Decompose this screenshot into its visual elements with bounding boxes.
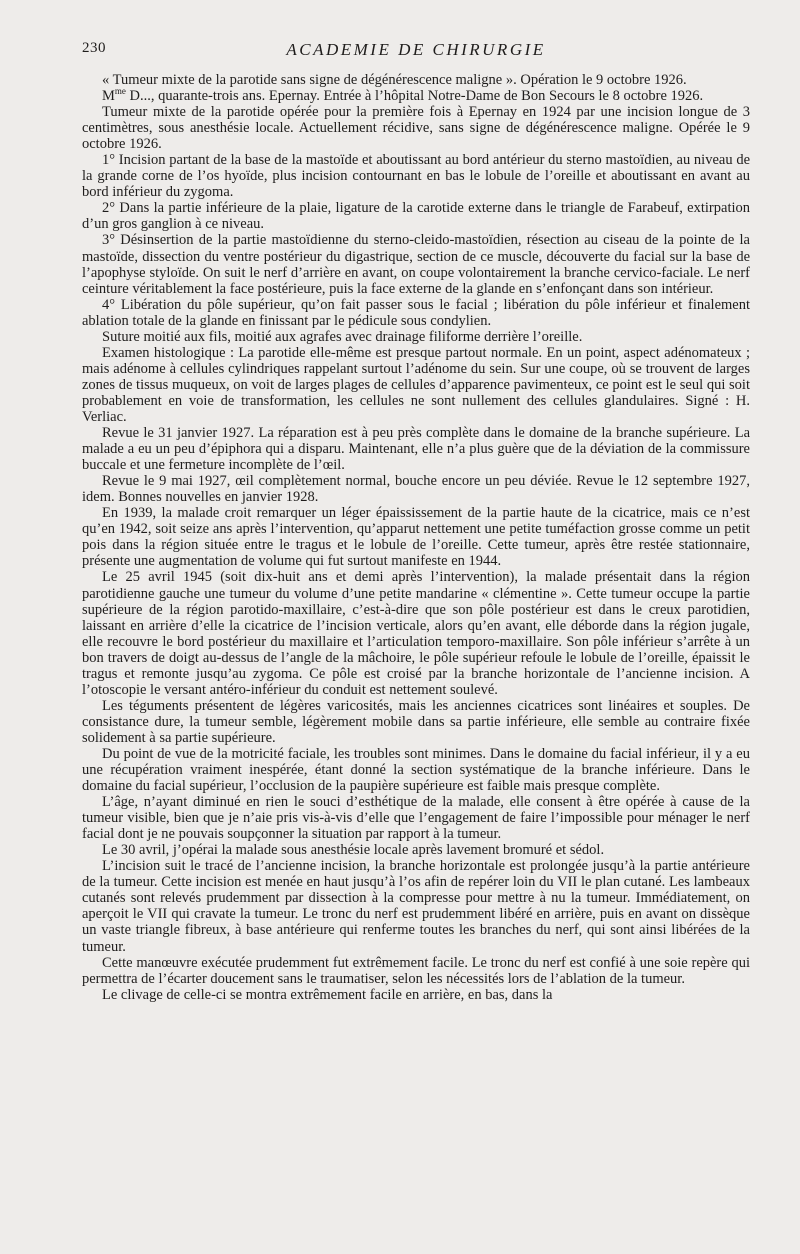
- page-number: 230: [82, 40, 106, 56]
- title-abbrev-superscript: me: [114, 86, 126, 97]
- paragraph: L’incision suit le tracé de l’ancienne incision, la branche horizontale est prolongée jusqu’à la partie antérieure de la tumeur. Cette incision est menée en haut jusqu’à l’os afin de repérer loin du VII le plan cutané. Les lambeaux cutanés sont relevés prudemment par dissection à la compresse pour mettre à nu la tumeur. Immédiatement, on aperçoit le VII qui cravate la tumeur. Le tronc du nerf est prudemment libéré en arrière, puis en avant on dissèque un vaste triangle fibreux, à base antérieure qui renferme toutes les branches du nerf, qui sont ainsi libérées de la tumeur.: [82, 858, 750, 955]
- body-text: [82, 72, 750, 1003]
- page-header: [82, 40, 750, 60]
- running-title: ACADEMIE DE CHIRURGIE: [286, 40, 546, 59]
- paragraph: Du point de vue de la motricité faciale, les troubles sont minimes. Dans le domaine du facial inférieur, il y a eu une récupération vraiment inespérée, étant donné la section systématique de la branche inférieure. Dans le domaine du facial supérieur, l’occlusion de la paupière supérieure est faible mais presque complète.: [82, 745, 750, 795]
- title-abbrev: M: [102, 88, 115, 105]
- paragraph: Les téguments présentent de légères varicosités, mais les anciennes cicatrices sont linéaires et souples. De consistance dure, la tumeur semble, légèrement mobile dans sa partie inférieure, elle semble au contraire fixée solidement à sa partie supérieure.: [82, 697, 750, 746]
- paragraph: « Tumeur mixte de la parotide sans signe de dégénérescence maligne ». Opération le 9 octobre 1926.: [102, 72, 687, 88]
- paragraph-text: D..., quarante-trois ans. Epernay. Entrée à l’hôpital Notre-Dame de Bon Secours le 8 octobre 1926.: [129, 88, 704, 105]
- paragraph: 4° Libération du pôle supérieur, qu’on fait passer sous le facial ; libération du pôle inférieur et finalement ablation totale de la glande en finissant par le pédicule sous condylien.: [82, 296, 750, 329]
- paragraph: 1° Incision partant de la base de la mastoïde et aboutissant au bord antérieur du sterno mastoïdien, au niveau de la grande corne de l’os hyoïde, plus incision contournant en bas le lobule de l’oreille et aboutissant en avant au bord inférieur du zygoma.: [82, 152, 750, 201]
- paragraph-patient-intro: [82, 88, 750, 104]
- paragraph: Le clivage de celle-ci se montra extrêmement facile en arrière, en bas, dans la: [102, 986, 553, 1003]
- paragraph: Revue le 31 janvier 1927. La réparation est à peu près complète dans le domaine de la branche supérieure. La malade a eu un peu d’épiphora qui a disparu. Maintenant, elle n’a plus guère que de la déviation de la commissure buccale et une fermeture incomplète de l’œil.: [82, 425, 750, 474]
- paragraph: Le 30 avril, j’opérai la malade sous anesthésie locale après lavement bromuré et sédol.: [102, 842, 605, 859]
- paragraph: Cette manœuvre exécutée prudemment fut extrêmement facile. Le tronc du nerf est confié à une soie repère qui permettra de l’écarter doucement sans le traumatiser, selon les nécessités lors de l’ablation de la tumeur.: [82, 954, 750, 987]
- paragraph: Tumeur mixte de la parotide opérée pour la première fois à Epernay en 1924 par une incision longue de 3 centimètres, sous anesthésie locale. Actuellement récidive, sans signe de dégénérescence maligne. Opérée le 9 octobre 1926.: [82, 104, 750, 153]
- paragraph: 3° Désinsertion de la partie mastoïdienne du sterno-cleido-mastoïdien, résection au ciseau de la pointe de la mastoïde, dissection du ventre postérieur du digastrique, section de ce muscle, découverte du facial sur la base de l’apophyse styloïde. On suit le nerf d’arrière en avant, on coupe volontairement la branche cervico-faciale. Le nerf ceinture véritablement la face postérieure, puis la face externe de la glande en s’enfonçant dans son intérieur.: [82, 232, 750, 297]
- paragraph: L’âge, n’ayant diminué en rien le souci d’esthétique de la malade, elle consent à être opérée à cause de la tumeur visible, bien que je n’aie pris vis-à-vis d’elle que l’engagement de faire l’impossible pour ménager le nerf facial dont je ne pouvais soupçonner la situation par rapport à la tumeur.: [82, 794, 750, 843]
- paragraph: Revue le 9 mai 1927, œil complètement normal, bouche encore un peu déviée. Revue le 12 septembre 1927, idem. Bonnes nouvelles en janvier 1928.: [82, 473, 750, 506]
- paragraph: En 1939, la malade croit remarquer un léger épaississement de la partie haute de la cicatrice, mais ce n’est qu’en 1942, soit seize ans après l’intervention, qu’apparut nettement une petite tuméfaction grosse comme un petit pois dans la région située entre le tragus et le lobule de l’oreille. Cette tumeur, après être restée stationnaire, présente une augmentation de volume qui fut surtout manifeste en 1944.: [82, 505, 750, 570]
- paragraph: Suture moitié aux fils, moitié aux agrafes avec drainage filiforme derrière l’oreille.: [102, 328, 583, 345]
- paragraph: Le 25 avril 1945 (soit dix-huit ans et demi après l’intervention), la malade présentait dans la région parotidienne gauche une tumeur du volume d’une petite mandarine « clémentine ». Cette tumeur occupe la partie supérieure de la région parotido-maxillaire, c’est-à-dire que son pôle postérieur est dans le creux parotidien, laissant en arrière d’elle la cicatrice de l’incision verticale, alors qu’en avant, elle déborde dans la région jugale, elle recouvre le bord postérieur du maxillaire et l’articulation temporo-maxillaire. Son pôle inférieur s’arrête à un bon travers de doigt au-dessus de l’angle de la mâchoire, le pôle supérieur refoule le lobule de l’oreille, épaissit le tragus et remonte jusqu’au zygoma. Ce pôle est croisé par la branche horizontale de l’ancienne incision. A l’otoscopie le versant antéro-inférieur du conduit est nettement soulevé.: [82, 569, 750, 698]
- paragraph: 2° Dans la partie inférieure de la plaie, ligature de la carotide externe dans le triangle de Farabeuf, extirpation d’un gros ganglion à ce niveau.: [82, 200, 750, 233]
- paragraph: Examen histologique : La parotide elle-même est presque partout normale. En un point, aspect adénomateux ; mais adénome à cellules cylindriques rappelant surtout l’adénome du sein. Sur une coupe, où se trouvent de larges zones de tissus muqueux, on voit de larges plages de cellules d’apparence pavimenteux, ce point est le seul qui soit probablement en voie de transformation, les cellules ne sont nullement des cellules glandulaires. Signé : H. Verliac.: [82, 344, 750, 425]
